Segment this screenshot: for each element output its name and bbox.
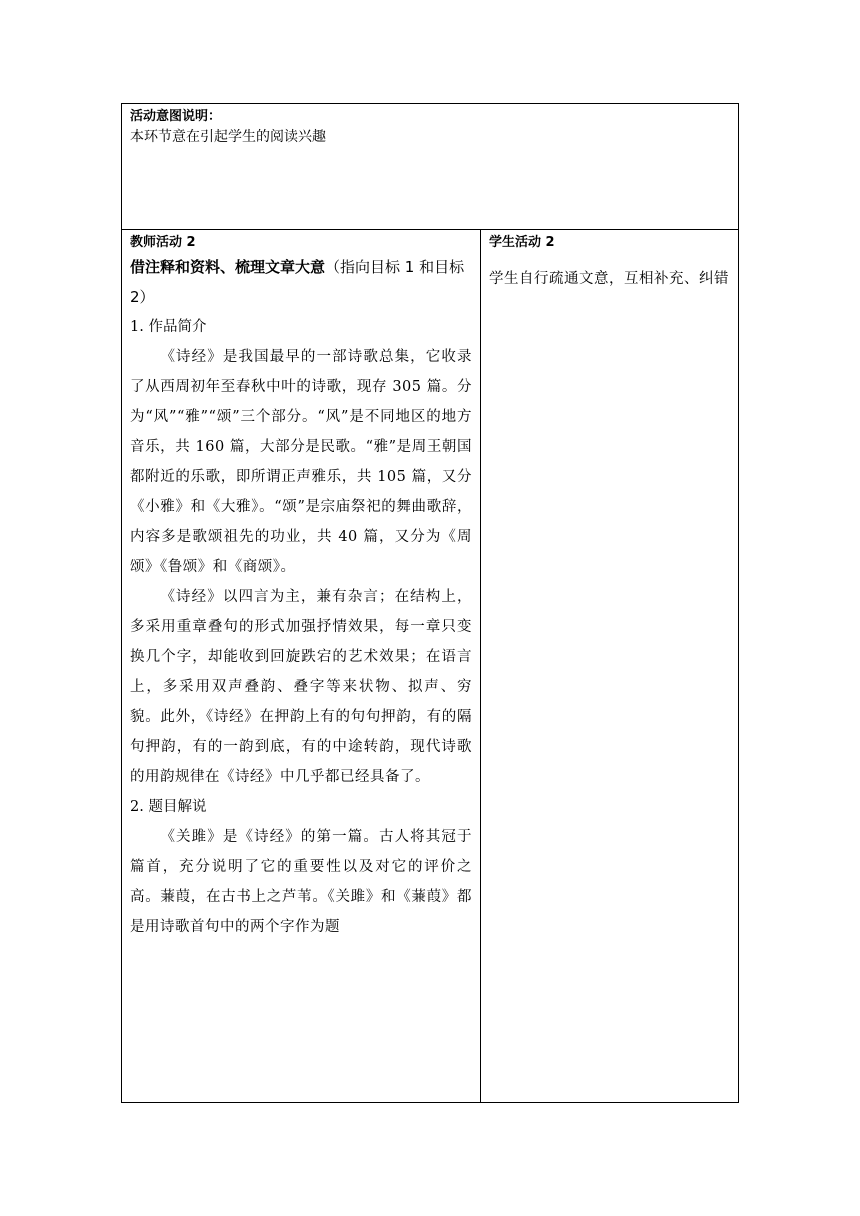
teacher-activity-subtitle [130, 252, 472, 312]
student-activity-heading: 学生活动 2 [489, 235, 555, 250]
purpose-heading: 活动意图说明： [130, 109, 222, 124]
subtitle-note: （指向目标 1 和目标 2） [130, 258, 465, 306]
paragraph-title-explanation: 《关雎》是《诗经》的第一篇。古人将其冠于篇首，充分说明了它的重要性以及对它的评价之高。蒹葭，在古书上之芦苇。《关雎》和《蒹葭》都是用诗歌首句中的两个字作为题 [130, 829, 472, 935]
teacher-activity-cell [122, 230, 481, 1103]
teacher-activity-heading: 教师活动 2 [130, 235, 196, 250]
activity-row [122, 230, 739, 1103]
paragraph-shijing-features: 《诗经》以四言为主，兼有杂言；在结构上，多采用重章叠句的形式加强抒情效果，每一章只变换几个字，却能收到回旋跌宕的艺术效果；在语言上，多采用双声叠韵、叠字等来状物、拟声、穷貌。此外，《诗经》在押韵上有的句句押韵，有的隔句押韵，有的一韵到底，有的中途转韵，现代诗歌的用韵规律在《诗经》中几乎都已经具备了。 [130, 589, 472, 785]
student-activity-cell [481, 230, 739, 1103]
purpose-cell [122, 104, 739, 230]
lesson-table [121, 103, 739, 1103]
paragraph-shijing-intro: 《诗经》是我国最早的一部诗歌总集，它收录了从西周初年至春秋中叶的诗歌，现存 305 篇。分为“风”“雅”“颂”三个部分。“风”是不同地区的地方音乐，共 160 篇，大部分是民歌。“雅”是周王朝国都附近的乐歌，即所谓正声雅乐，共 105 篇，又分《小雅》和《大雅》。“颂”是宗庙祭祀的舞曲歌辞，内容多是歌颂祖先的功业，共 40 篇，又分为《周颂》《鲁颂》和《商颂》。 [130, 349, 472, 575]
subtitle-bold: 借注释和资料、梳理文章大意 [130, 258, 326, 276]
purpose-row [122, 104, 739, 230]
item-work-intro: 1. 作品简介 [130, 319, 207, 335]
purpose-text: 本环节意在引起学生的阅读兴趣 [130, 129, 326, 145]
student-activity-text: 学生自行疏通文意，互相补充、纠错 [489, 271, 729, 287]
item-title-explanation: 2. 题目解说 [130, 799, 207, 815]
